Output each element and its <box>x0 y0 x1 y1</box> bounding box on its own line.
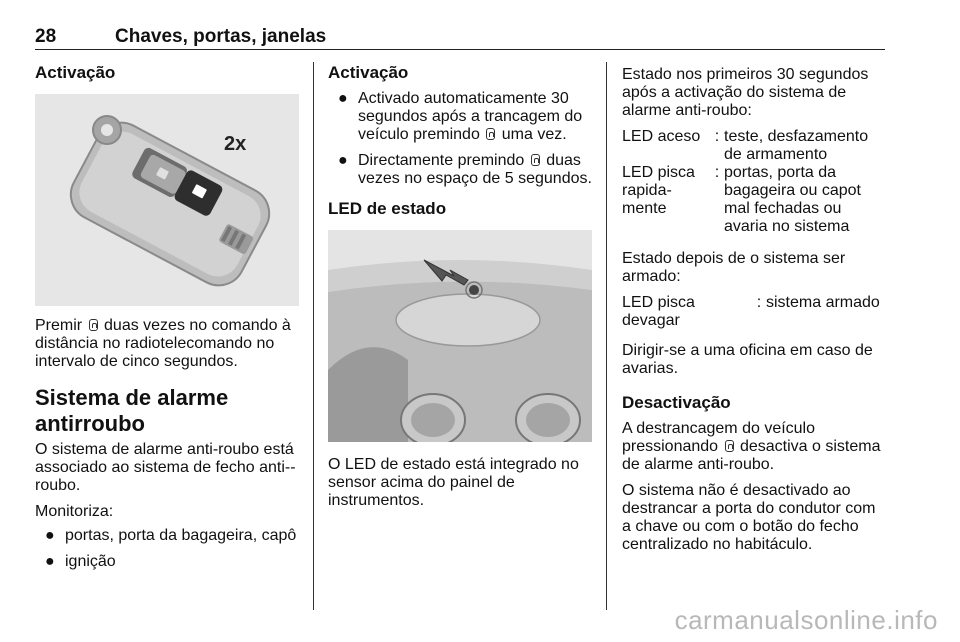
led-heading: LED de estado <box>328 199 447 218</box>
armed-key: LED pisca devagar <box>622 294 695 329</box>
list-item: ● Directamente premindo duas vezes no espaço de 5 segundos. <box>338 152 592 187</box>
monitor-label: Monitoriza: <box>35 503 114 520</box>
remote-key-image <box>35 94 299 306</box>
lock-icon <box>531 154 540 166</box>
monitor-list <box>35 527 300 571</box>
column-left <box>35 62 300 579</box>
deactivation-paragraph: A destrancagem do veículo pressionando desactiva o sistema de alarme anti-roubo. <box>622 420 881 473</box>
status-sep: : <box>714 164 720 181</box>
unlock-icon <box>725 440 734 452</box>
section-heading: Activação <box>328 63 409 82</box>
status-key: LED pisca rapida-mente <box>622 164 695 217</box>
page-number: 28 <box>35 26 57 47</box>
list-item: ● portas, porta da bagageira, capô <box>45 527 297 544</box>
armed-value: sistema armado <box>766 294 880 311</box>
armed-table <box>622 294 887 330</box>
activation-list <box>328 90 593 188</box>
header-rule <box>35 49 885 50</box>
status-sep: : <box>714 128 720 145</box>
section-title: Sistema de alarme antirroubo <box>35 385 229 436</box>
status-table <box>622 128 887 236</box>
column-right <box>622 66 887 554</box>
led-caption: O LED de estado está integrado no sensor acima do painel de instrumentos. <box>328 456 579 509</box>
lock-icon <box>486 128 495 140</box>
workshop-paragraph: Dirigir-se a uma oficina em caso de avarias. <box>622 342 873 377</box>
list-item: ● ignição <box>45 553 116 570</box>
status-value: teste, desfazamento de armamento <box>724 128 869 163</box>
running-title: Chaves, portas, janelas <box>115 26 327 47</box>
section-heading: Activação <box>35 63 116 82</box>
armed-intro: Estado depois de o sistema ser armado: <box>622 250 846 285</box>
lock-icon <box>89 319 98 331</box>
press-count-label: 2x <box>224 133 247 155</box>
list-item: ● Activado automaticamente 30 segundos após a trancagem do veículo premindo uma vez. <box>338 90 583 143</box>
dashboard-led-image <box>328 230 592 442</box>
watermark: carmanualsonline.info <box>674 605 938 635</box>
status-intro: Estado nos primeiros 30 segundos após a activação do sistema de alarme anti-roubo: <box>622 66 869 119</box>
column-divider <box>606 62 607 610</box>
column-middle <box>328 62 593 510</box>
armed-sep: : <box>756 294 762 311</box>
status-value: portas, porta da bagageira ou capot mal fechadas ou avaria no sistema <box>724 164 861 235</box>
deactivation-note: O sistema não é desactivado ao destrancar a porta do condutor com a chave ou com o botão do fecho centralizado no habitáculo. <box>622 482 876 553</box>
status-key: LED aceso <box>622 128 701 145</box>
deactivation-heading: Desactivação <box>622 393 731 412</box>
image-caption: Premir duas vezes no comando à distância no radiotelecomando no intervalo de cinco segundos. <box>35 317 291 370</box>
column-divider <box>313 62 314 610</box>
intro-paragraph: O sistema de alarme anti-roubo está associado ao sistema de fecho anti--roubo. <box>35 441 296 494</box>
